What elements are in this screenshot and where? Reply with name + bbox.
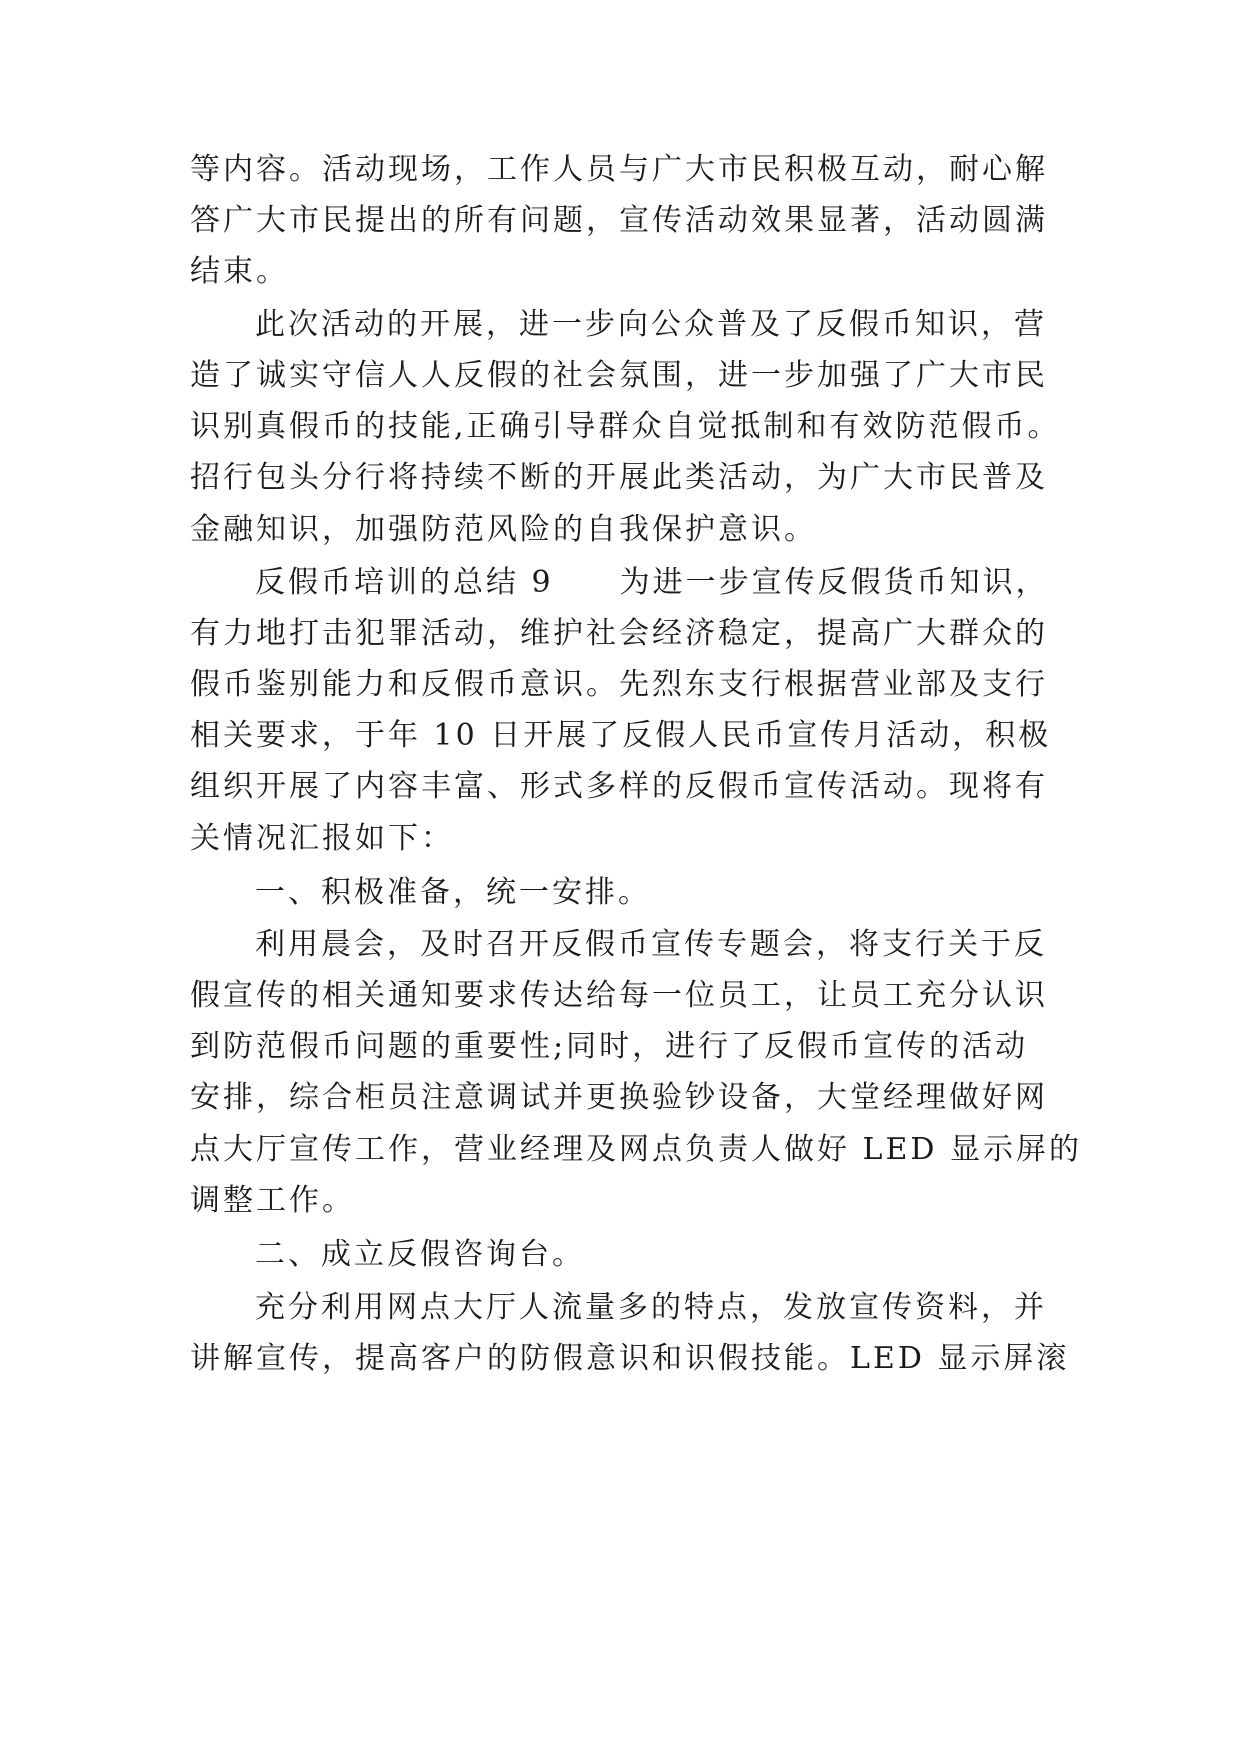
- text-line: 假宣传的相关通知要求传达给每一位员工，让员工充分认识: [190, 978, 1048, 1013]
- section-heading: 一、积极准备，统一安排。: [255, 875, 651, 910]
- text-line: 结束。: [190, 254, 289, 289]
- paragraph-start-line: 利用晨会，及时召开反假币宣传专题会，将支行关于反: [255, 927, 1047, 962]
- text-line: 组织开展了内容丰富、形式多样的反假币宣传活动。现将有: [190, 769, 1048, 804]
- text-line: 答广大市民提出的所有问题，宣传活动效果显著，活动圆满: [190, 203, 1048, 238]
- text-line: 调整工作。: [190, 1183, 355, 1218]
- text-line: 招行包头分行将持续不断的开展此类活动，为广大市民普及: [190, 460, 1048, 495]
- text-line: 有力地打击犯罪活动，维护社会经济稳定，提高广大群众的: [190, 616, 1048, 651]
- text-line: 关情况汇报如下：: [190, 821, 454, 856]
- section-heading: 二、成立反假咨询台。: [255, 1237, 585, 1272]
- text-line: 安排，综合柜员注意调试并更换验钞设备，大堂经理做好网: [190, 1080, 1048, 1115]
- paragraph-start-line: 充分利用网点大厅人流量多的特点，发放宣传资料，并: [255, 1290, 1047, 1325]
- paragraph-start-line: 反假币培训的总结 9 为进一步宣传反假货币知识，: [255, 565, 1049, 600]
- text-line: 到防范假币问题的重要性;同时，进行了反假币宣传的活动: [190, 1029, 1029, 1064]
- text-line: 假币鉴别能力和反假币意识。先烈东支行根据营业部及支行: [190, 667, 1048, 702]
- text-line: 等内容。活动现场，工作人员与广大市民积极互动，耐心解: [190, 152, 1048, 187]
- text-line: 讲解宣传，提高客户的防假意识和识假技能。LED 显示屏滚: [190, 1341, 1070, 1376]
- text-line: 造了诚实守信人人反假的社会氛围，进一步加强了广大市民: [190, 358, 1048, 393]
- text-line: 识别真假币的技能,正确引导群众自觉抵制和有效防范假币。: [190, 409, 1061, 444]
- text-line: 点大厅宣传工作，营业经理及网点负责人做好 LED 显示屏的: [190, 1132, 1082, 1167]
- text-line: 金融知识，加强防范风险的自我保护意识。: [190, 512, 817, 547]
- paragraph-start-line: 此次活动的开展，进一步向公众普及了反假币知识，营: [255, 307, 1047, 342]
- text-line: 相关要求，于年 10 日开展了反假人民币宣传月活动，积极: [190, 718, 1052, 753]
